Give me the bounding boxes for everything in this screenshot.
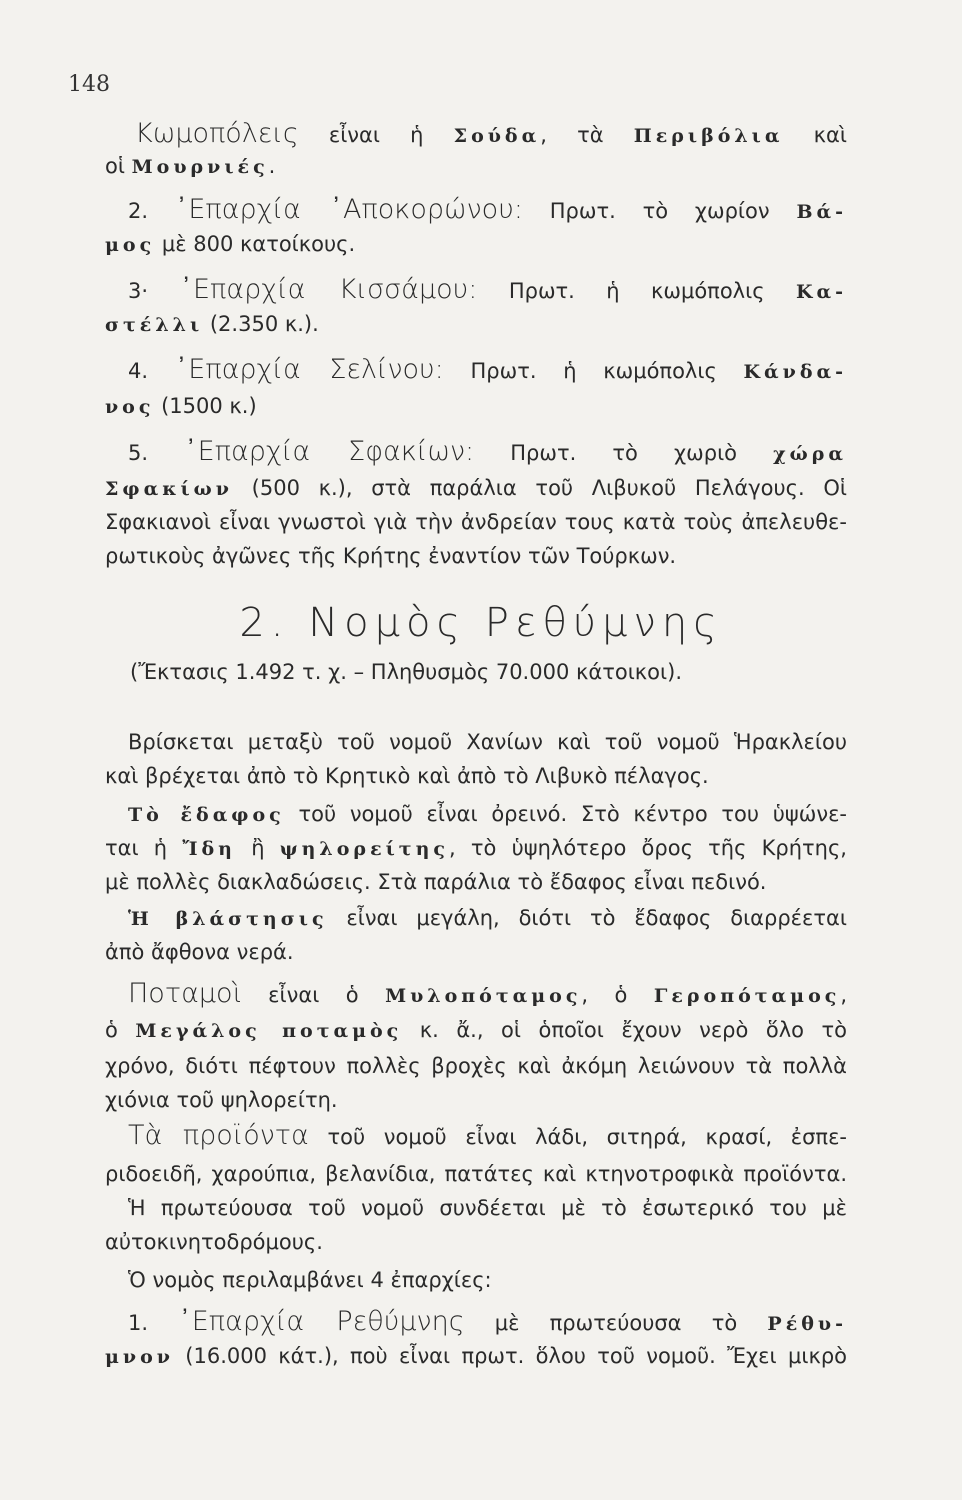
spaced-term: νος <box>105 396 155 418</box>
spaced-term: Μεγάλος ποταμὸς <box>135 1020 403 1042</box>
text-line <box>105 228 847 261</box>
text-line <box>105 1226 847 1258</box>
text-run: . <box>268 154 276 178</box>
text-run: οἱ <box>105 154 132 178</box>
text-line <box>128 726 847 758</box>
text-run: , τὸ ὑψηλότερο ὄρος τῆς Κρήτης, <box>448 836 847 860</box>
text-line <box>128 902 847 935</box>
spaced-term: μνον <box>105 1346 174 1368</box>
emphasis-term: ᾿Επαρχία Σφακίων: <box>184 436 475 467</box>
text-line <box>105 150 847 183</box>
text-run: εἶναι ἡ <box>298 123 454 147</box>
spaced-term: Μυλοπόταμος <box>385 985 582 1007</box>
text-line <box>105 540 847 572</box>
section-subheading: (Ἔκτασις 1.492 τ. χ. – Πληθυσμὸς 70.000 κάτοικοι). <box>130 660 682 684</box>
text-line <box>105 1340 847 1373</box>
text-run: Σφακιανοὶ εἶναι γνωστοὶ γιὰ τὴν ἀνδρείαν τους κατὰ τοὺς ἀπελευθε- <box>105 510 847 534</box>
text-line <box>105 1084 847 1116</box>
text-line <box>105 832 847 865</box>
text-run: μὲ 800 κατοίκους. <box>155 232 356 256</box>
spaced-term: Σούδα <box>453 125 541 147</box>
text-run: ἢ <box>236 836 280 860</box>
text-line <box>128 798 847 831</box>
text-run: ριδοειδῆ, χαρούπια, βελανίδια, πατάτες καὶ κτηνοτροφικὰ προϊόντα. <box>105 1162 847 1186</box>
emphasis-term: Ποταμοὶ <box>128 978 242 1009</box>
text-run: τοῦ νομοῦ εἶναι ὀρεινό. Στὸ κέντρο του ὑψώνε- <box>284 802 847 826</box>
spaced-term: στέλλι <box>105 314 204 336</box>
text-line <box>105 390 847 423</box>
spaced-term: Γεροπόταμος <box>653 985 841 1007</box>
text-line <box>128 1306 847 1340</box>
spaced-term: Μουρνιές <box>131 156 269 178</box>
text-run: αὐτοκινητοδρόμους. <box>105 1230 323 1254</box>
text-run: (16.000 κάτ.), ποὺ εἶναι πρωτ. ὅλου τοῦ νομοῦ. Ἔχει μικρὸ <box>173 1344 847 1368</box>
text-run: Ὁ νομὸς περιλαμβάνει 4 ἐπαρχίες: <box>128 1268 492 1292</box>
emphasis-term: ᾿Επαρχία Σελίνου: <box>174 354 444 385</box>
spaced-term: Ἡ βλάστησις <box>128 908 328 930</box>
text-run: , <box>840 983 848 1007</box>
text-run: καὶ βρέχεται ἀπὸ τὸ Κρητικὸ καὶ ἀπὸ τὸ Λιβυκὸ πέλαγος. <box>105 764 709 788</box>
text-run: Πρωτ. ἡ κωμόπολις <box>443 359 744 383</box>
text-line <box>105 1050 847 1082</box>
spaced-term: μος <box>105 234 156 256</box>
text-line <box>105 506 847 538</box>
text-run: (2.350 κ.). <box>203 312 319 336</box>
spaced-term: χώρα <box>773 443 848 465</box>
text-line <box>128 978 847 1012</box>
spaced-term: Βά- <box>796 201 848 223</box>
text-line <box>128 194 847 228</box>
text-run: ὁ <box>105 1018 136 1042</box>
text-line <box>128 1264 847 1296</box>
text-run: 4. <box>128 359 175 383</box>
text-run: , τὰ <box>540 123 634 147</box>
text-run: Πρωτ. ἡ κωμόπολις <box>477 279 796 303</box>
text-run: 5. <box>128 441 185 465</box>
text-line <box>105 936 847 968</box>
text-run: εἶναι μεγάλη, διότι τὸ ἔδαφος διαρρέεται <box>327 906 847 930</box>
section-heading: 2. Νομὸς Ρεθύμνης <box>239 600 723 646</box>
text-run: Βρίσκεται μεταξὺ τοῦ νομοῦ Χανίων καὶ τοῦ νομοῦ Ἡρακλείου <box>128 730 847 754</box>
spaced-term: Κα- <box>795 281 847 303</box>
text-run: ρωτικοὺς ἀγῶνες τῆς Κρήτης ἐναντίον τῶν Τούρκων. <box>105 544 677 568</box>
text-line <box>105 1014 847 1047</box>
text-run: ται ἡ <box>105 836 183 860</box>
text-run: χρόνο, διότι πέφτουν πολλὲς βροχὲς καὶ ἀκόμη λειώνουν τὰ πολλὰ <box>105 1054 847 1078</box>
text-line <box>128 1120 847 1153</box>
text-run: 2. <box>128 199 175 223</box>
text-run: Πρωτ. τὸ χωρίον <box>522 199 797 223</box>
spaced-term: Ἴδη <box>182 838 236 860</box>
text-line <box>128 1192 847 1224</box>
emphasis-term: Τὰ προϊόντα <box>128 1120 309 1151</box>
text-line <box>135 118 847 152</box>
text-run: 1. <box>128 1311 179 1335</box>
text-line <box>105 308 847 341</box>
text-run: ἀπὸ ἄφθονα νερά. <box>105 940 294 964</box>
text-run: (1500 κ.) <box>154 394 257 418</box>
text-run: καὶ <box>783 123 847 147</box>
text-line <box>128 354 847 388</box>
spaced-term: Περιβόλια <box>633 125 784 147</box>
emphasis-term: ᾿Επαρχία Ρεθύμνης <box>178 1306 465 1337</box>
text-run: 3· <box>128 279 180 303</box>
spaced-term: ψηλορείτης <box>279 838 449 860</box>
spaced-term: Σφακίων <box>105 478 233 500</box>
text-line <box>105 1158 847 1190</box>
text-run: Ἡ πρωτεύουσα τοῦ νομοῦ συνδέεται μὲ τὸ ἐσωτερικό του μὲ <box>128 1196 847 1220</box>
text-line <box>105 472 847 505</box>
page-number: 148 <box>68 72 110 97</box>
text-run: , ὁ <box>581 983 654 1007</box>
text-line <box>105 760 847 792</box>
spaced-term: Τὸ ἔδαφος <box>128 804 285 826</box>
emphasis-term: ᾿Επαρχία ᾿Αποκορώνου: <box>174 194 523 225</box>
text-run: χιόνια τοῦ ψηλορείτη. <box>105 1088 338 1112</box>
text-line <box>105 866 847 898</box>
emphasis-term: ᾿Επαρχία Κισσάμου: <box>179 274 478 305</box>
text-run: (500 κ.), στὰ παράλια τοῦ Λιβυκοῦ Πελάγους. Οἱ <box>232 476 847 500</box>
spaced-term: Κάνδα- <box>743 361 847 383</box>
text-run: τοῦ νομοῦ εἶναι λάδι, σιτηρά, κρασί, ἐσπε- <box>308 1125 847 1149</box>
text-line <box>128 436 847 470</box>
text-run: κ. ἄ., οἱ ὁποῖοι ἔχουν νερὸ ὅλο τὸ <box>402 1018 847 1042</box>
text-run: μὲ πρωτεύουσα τὸ <box>464 1311 768 1335</box>
text-run: Πρωτ. τὸ χωριὸ <box>474 441 774 465</box>
text-line <box>128 274 847 308</box>
spaced-term: Ρέθυ- <box>767 1313 847 1335</box>
text-run: εἶναι ὁ <box>241 983 386 1007</box>
text-run: μὲ πολλὲς διακλαδώσεις. Στὰ παράλια τὸ ἔδαφος εἶναι πεδινό. <box>105 870 767 894</box>
emphasis-term: Κωμοπόλεις <box>135 118 299 149</box>
